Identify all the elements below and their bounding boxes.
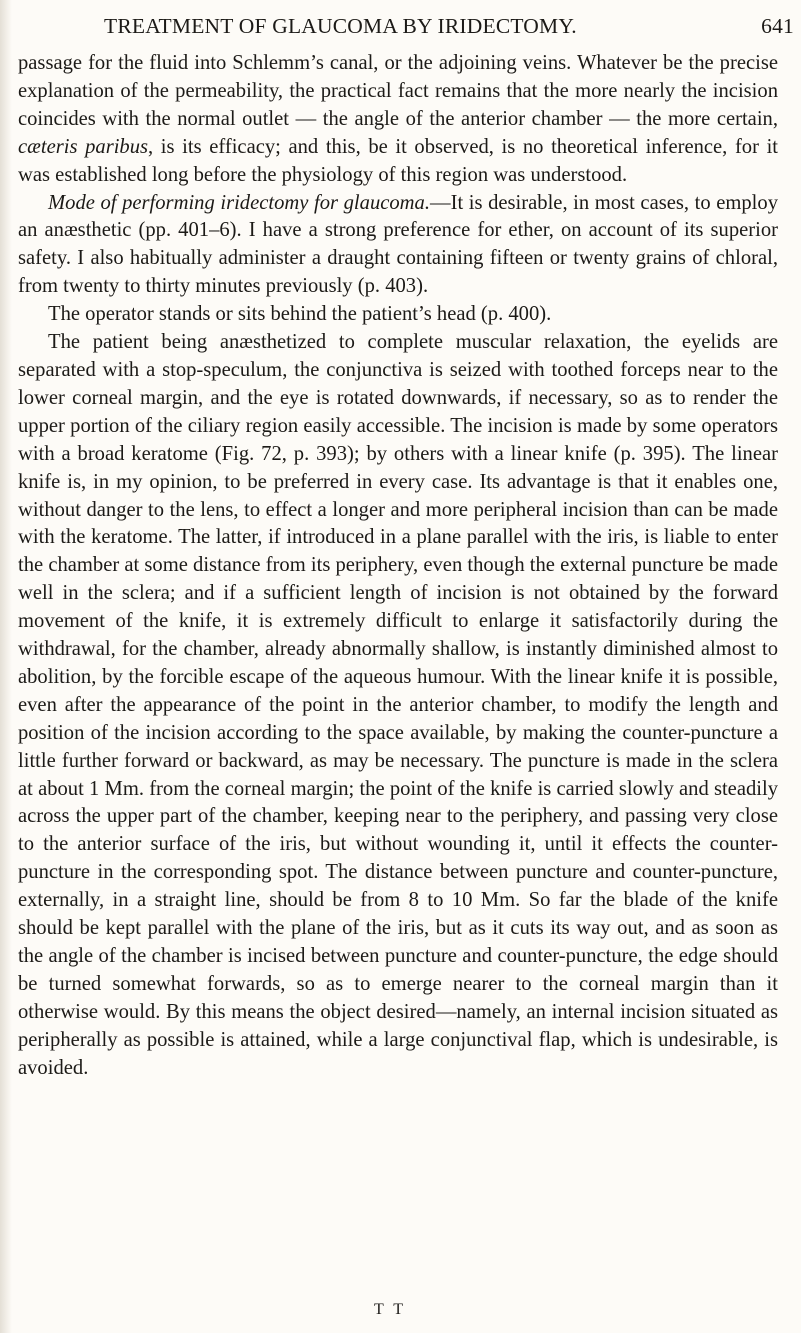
paragraph-2-text: —It is desirable, in most cases, to employ an anæsthetic (pp. 401–6). I have a strong preference for ether, on account of its superior safety. I also habitually administer a draught containing fifteen or twenty grains of chloral, from twenty to thirty minutes previously (p. 403). [18,191,778,298]
paragraph-3: The operator stands or sits behind the patient’s head (p. 400). [48,303,552,326]
paragraph-1 [18,50,778,190]
running-title: TREATMENT OF GLAUCOMA BY IRIDECTOMY. [104,14,577,38]
paragraph-1-text-b: , is its efficacy; and this, be it observed, is no theoretical inference, for it was established long before the physiology of this region was understood. [18,135,779,186]
section-heading-italic: Mode of performing iridectomy for glaucoma. [48,191,431,214]
page-number: 641 [761,14,794,38]
page-gutter-shadow [0,0,12,1333]
paragraph-4: The patient being anæsthetized to complete muscular relaxation, the eyelids are separated with a stop-speculum, the conjunctiva is seized with toothed forceps near to the lower corneal margin, and the eye is rotated downwards, if necessary, so as to render the upper portion of the ciliary region easily accessible. The incision is made by some operators with a broad keratome (Fig. 72, p. 393); by others with a linear knife (p. 395). The linear knife is, in my opinion, to be preferred in every case. Its advantage is that it enables one, without danger to the lens, to effect a longer and more peripheral incision than can be made with the keratome. The latter, if introduced in a plane parallel with the iris, is liable to enter the chamber at some distance from its periphery, even though the external puncture be made well in the sclera; and if a sufficient length of incision is not obtained by the forward movement of the knife, it is extremely difficult to enlarge it satisfactorily during the withdrawal, for the chamber, already abnormally shallow, is instantly diminished almost to abolition, by the forcible escape of the aqueous humour. With the linear knife it is possible, even after the appearance of the point in the anterior chamber, to modify the length and position of the incision according to the space available, by making the counter-puncture a little further forward or backward, as may be necessary. The puncture is made in the sclera at about 1 Mm. from the corneal margin; the point of the knife is carried slowly and steadily across the upper part of the chamber, keeping near to the periphery, and passing very close to the anterior surface of the iris, but without wounding it, until it effects the counter-puncture in the corresponding spot. The distance between puncture and counter-puncture, externally, in a straight line, should be from 8 to 10 Mm. So far the blade of the knife should be kept parallel with the plane of the iris, but as it cuts its way out, and as soon as the angle of the chamber is incised between puncture and counter-puncture, the edge should be turned somewhat forwards, so as to emerge nearer to the corneal margin than it otherwise would. By this means the object desired—namely, an internal incision situated as peripherally as possible is attained, while a large conjunctival flap, which is undesirable, is avoided. [18,331,778,1079]
paragraph-1-text-a: passage for the fluid into Schlemm’s canal, or the adjoining veins. Whatever be the precise explanation of the permeability, the practical fact remains that the more nearly the incision coincides with the normal outlet — the angle of the anterior chamber — the more certain, [18,52,778,130]
paragraph-1-italic: cæteris paribus [18,135,149,158]
signature-mark: T T [374,1301,406,1318]
paragraph-2 [18,190,778,302]
running-header [104,14,794,44]
body-text [18,50,778,1083]
